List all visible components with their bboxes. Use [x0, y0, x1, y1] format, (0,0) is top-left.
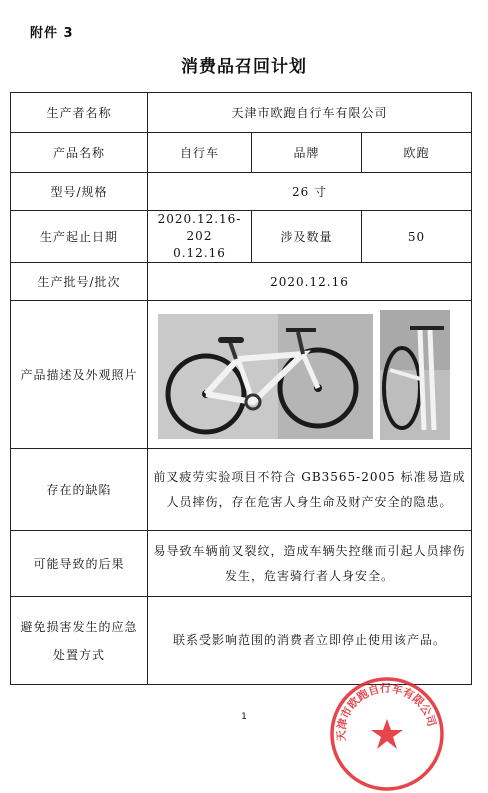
row-manufacturer [11, 93, 472, 133]
production-period-line2: 0.12.16 [173, 246, 226, 260]
product-value: 自行车 [148, 133, 252, 173]
row-emergency [11, 597, 472, 685]
row-batch [11, 263, 472, 301]
consequence-value: 易导致车辆前叉裂纹，造成车辆失控继而引起人员摔伤发生，危害骑行者人身安全。 [148, 531, 472, 597]
manufacturer-label: 生产者名称 [11, 93, 148, 133]
bicycle-photo-front-view [380, 310, 450, 440]
consequence-label: 可能导致的后果 [11, 531, 148, 597]
row-model [11, 173, 472, 211]
production-period-line1: 2020.12.16-202 [157, 212, 242, 243]
quantity-value: 50 [362, 211, 472, 263]
photos-label: 产品描述及外观照片 [11, 301, 148, 449]
model-label: 型号/规格 [11, 173, 148, 211]
brand-value: 欧跑 [362, 133, 472, 173]
manufacturer-value: 天津市欧跑自行车有限公司 [148, 93, 472, 133]
company-seal [328, 675, 446, 793]
product-photos [148, 304, 471, 446]
page-number: 1 [241, 712, 247, 722]
bicycle-photo-side-view [158, 314, 373, 439]
production-period-value [148, 211, 252, 263]
defect-label: 存在的缺陷 [11, 449, 148, 531]
row-defect [11, 449, 472, 531]
quantity-label: 涉及数量 [252, 211, 362, 263]
recall-plan-table [10, 92, 472, 685]
row-production-period [11, 211, 472, 263]
batch-value: 2020.12.16 [148, 263, 472, 301]
emergency-label-line2: 处置方式 [52, 647, 105, 662]
emergency-value: 联系受影响范围的消费者立即停止使用该产品。 [148, 597, 472, 685]
document-title: 消费品召回计划 [181, 57, 307, 77]
batch-label: 生产批号/批次 [11, 263, 148, 301]
model-value: 26 寸 [148, 173, 472, 211]
emergency-label-line1: 避免损害发生的应急 [20, 619, 138, 634]
svg-text:天津市欧跑自行车有限公司: 天津市欧跑自行车有限公司 [334, 681, 439, 742]
product-label: 产品名称 [11, 133, 148, 173]
production-period-label: 生产起止日期 [11, 211, 148, 263]
row-photos [11, 301, 472, 449]
row-product [11, 133, 472, 173]
brand-label: 品牌 [252, 133, 362, 173]
defect-value: 前叉疲劳实验项目不符合 GB3565-2005 标准易造成人员摔伤，存在危害人身生命及财产安全的隐患。 [148, 449, 472, 531]
attachment-label: 附件 3 [30, 26, 74, 41]
emergency-label [11, 597, 148, 685]
row-consequence [11, 531, 472, 597]
